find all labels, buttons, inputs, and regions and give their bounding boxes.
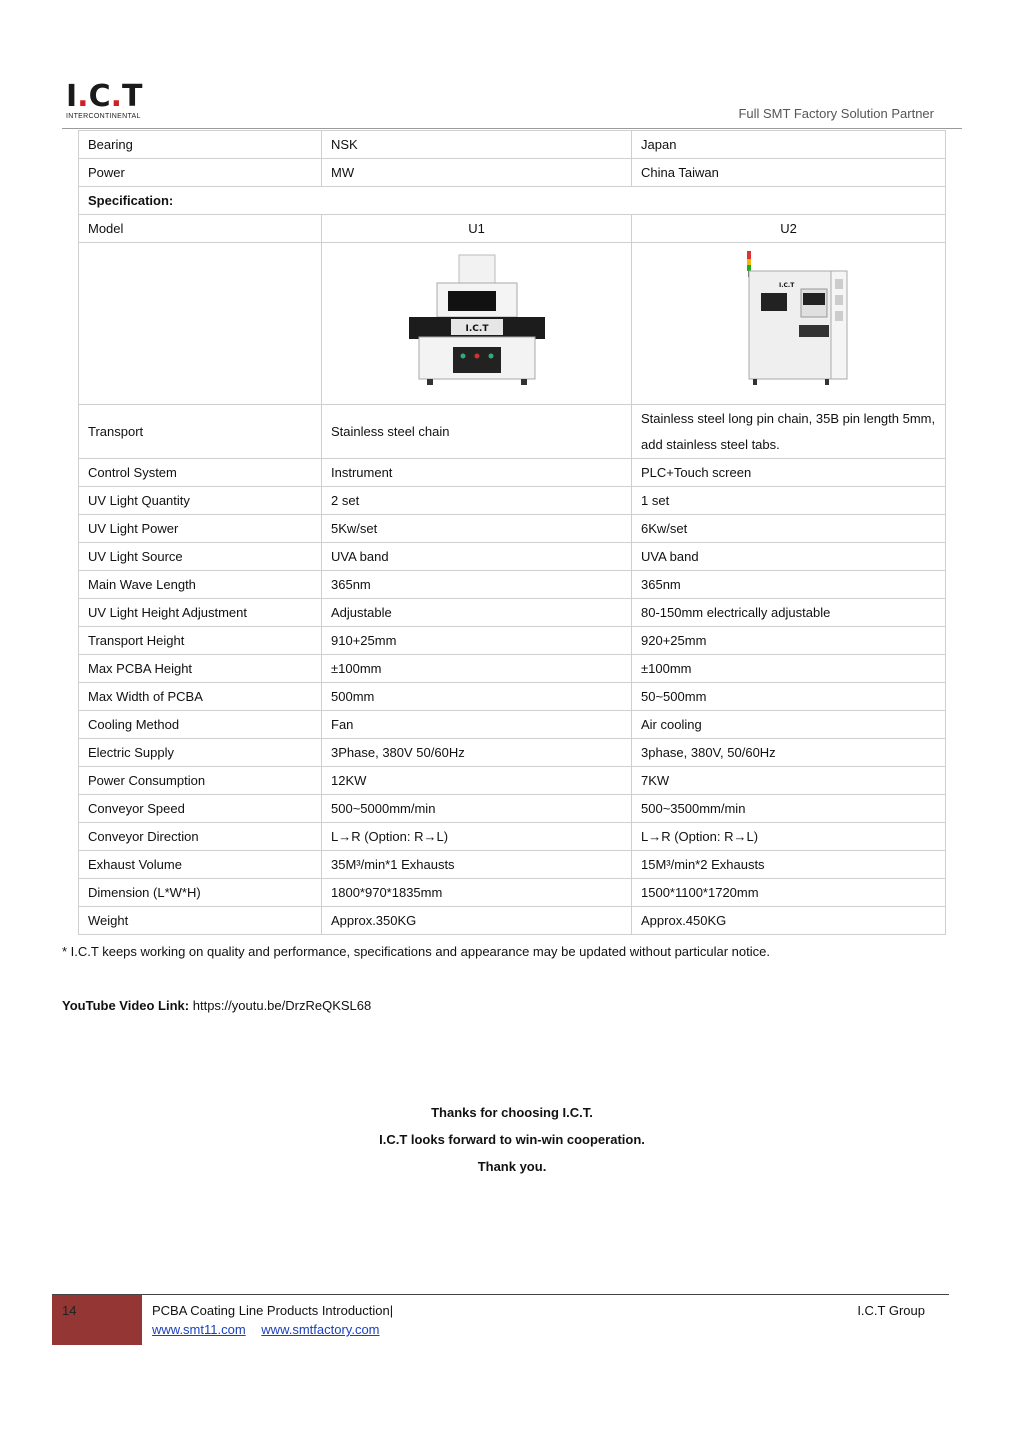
table-row [79,851,946,879]
table-row [79,459,946,487]
table-cell: Stainless steel chain [322,405,632,459]
table-row [79,907,946,935]
table-cell: Air cooling [632,711,946,739]
table-cell: NSK [322,131,632,159]
table-cell: Max PCBA Height [79,655,322,683]
table-cell: Transport Height [79,627,322,655]
table-cell: Power [79,159,322,187]
table-cell: Bearing [79,131,322,159]
footer-company: I.C.T Group [857,1303,925,1318]
table-row [79,739,946,767]
table-cell: L→R (Option: R→L) [322,823,632,851]
table-cell: 2 set [322,487,632,515]
footer-links [152,1322,392,1337]
disclaimer-note: * I.C.T keeps working on quality and performance, specifications and appearance may be updated without particular notice. [62,944,770,959]
logo-mark: I.C.T [66,79,143,114]
table-cell: UV Light Height Adjustment [79,599,322,627]
table-cell: 910+25mm [322,627,632,655]
u1-machine-image [407,249,547,389]
table-cell: UV Light Power [79,515,322,543]
table-cell: 35M³/min*1 Exhausts [322,851,632,879]
table-cell: 3Phase, 380V 50/60Hz [322,739,632,767]
table-cell: Transport [79,405,322,459]
table-row [79,683,946,711]
model-u1: U1 [322,215,632,243]
u1-machine-label: I.C.T [465,324,488,334]
spec-heading: Specification: [79,187,946,215]
closing-line-3: Thank you. [477,1159,547,1174]
table-cell: Main Wave Length [79,571,322,599]
closing-line-1: Thanks for choosing I.C.T. [431,1105,593,1120]
table-cell: Approx.350KG [322,907,632,935]
spec-heading-row [79,187,946,215]
machine-image-row [79,243,946,405]
table-cell: 365nm [632,571,946,599]
table-cell: 7KW [632,767,946,795]
table-row [79,823,946,851]
header-divider [62,128,962,129]
youtube-url[interactable]: https://youtu.be/DrzReQKSL68 [192,998,372,1013]
page-number-block [52,1295,142,1345]
table-cell: 5Kw/set [322,515,632,543]
page-number: 14 [62,1303,77,1318]
table-cell: UVA band [322,543,632,571]
table-cell: Max Width of PCBA [79,683,322,711]
table-cell: UV Light Source [79,543,322,571]
table-cell: Dimension (L*W*H) [79,879,322,907]
footer-divider [52,1294,949,1295]
table-cell: 500~5000mm/min [322,795,632,823]
table-cell: 80-150mm electrically adjustable [632,599,946,627]
table-cell: Conveyor Direction [79,823,322,851]
table-row [79,515,946,543]
table-row [79,655,946,683]
table-cell: Power Consumption [79,767,322,795]
model-row [79,215,946,243]
table-cell: Control System [79,459,322,487]
table-cell: China Taiwan [632,159,946,187]
model-u2: U2 [632,215,946,243]
table-cell: 500mm [322,683,632,711]
u2-machine-image [719,249,859,389]
table-row [79,711,946,739]
table-cell: UV Light Quantity [79,487,322,515]
table-cell: MW [322,159,632,187]
footer-link-smtfactory[interactable]: www.smtfactory.com [261,1322,380,1337]
table-row [79,767,946,795]
table-cell: 12KW [322,767,632,795]
model-label: Model [79,215,322,243]
table-row [79,599,946,627]
table-cell: 50~500mm [632,683,946,711]
company-logo [66,79,158,124]
table-cell: UVA band [632,543,946,571]
u2-machine-label: I.C.T [778,282,794,289]
table-cell: 500~3500mm/min [632,795,946,823]
closing-line-2: I.C.T looks forward to win-win cooperation. [379,1132,645,1147]
footer-link-smt11[interactable]: www.smt11.com [152,1322,246,1337]
table-cell: 365nm [322,571,632,599]
table-cell: PLC+Touch screen [632,459,946,487]
table-row [79,795,946,823]
table-cell: ±100mm [322,655,632,683]
table-cell: Exhaust Volume [79,851,322,879]
table-cell: Electric Supply [79,739,322,767]
table-row [79,543,946,571]
table-cell: Approx.450KG [632,907,946,935]
table-cell: Cooling Method [79,711,322,739]
youtube-label: YouTube Video Link: [62,998,190,1013]
table-cell: 920+25mm [632,627,946,655]
table-cell: 1800*970*1835mm [322,879,632,907]
table-cell: 1 set [632,487,946,515]
spec-table [78,130,946,935]
youtube-link-line [62,998,371,1013]
table-cell: Instrument [322,459,632,487]
table-cell: L→R (Option: R→L) [632,823,946,851]
table-cell: Stainless steel long pin chain, 35B pin length 5mm, add stainless steel tabs. [632,405,946,459]
table-row [79,487,946,515]
logo-subtitle: INTERCONTINENTAL [66,113,141,120]
table-row [79,571,946,599]
table-row [79,405,946,459]
table-cell: 6Kw/set [632,515,946,543]
table-cell: Japan [632,131,946,159]
footer-title: PCBA Coating Line Products Introduction| [152,1303,394,1318]
table-cell: Adjustable [322,599,632,627]
table-cell: 1500*1100*1720mm [632,879,946,907]
u2-machine-image-cell [632,243,946,405]
table-row [79,131,946,159]
empty-cell [79,243,322,405]
table-cell: 3phase, 380V, 50/60Hz [632,739,946,767]
table-row [79,879,946,907]
header-tagline: Full SMT Factory Solution Partner [738,106,934,121]
table-cell: Weight [79,907,322,935]
table-cell: Conveyor Speed [79,795,322,823]
table-cell: 15M³/min*2 Exhausts [632,851,946,879]
table-row [79,159,946,187]
table-cell: ±100mm [632,655,946,683]
u1-machine-image-cell [322,243,632,405]
table-cell: Fan [322,711,632,739]
table-row [79,627,946,655]
